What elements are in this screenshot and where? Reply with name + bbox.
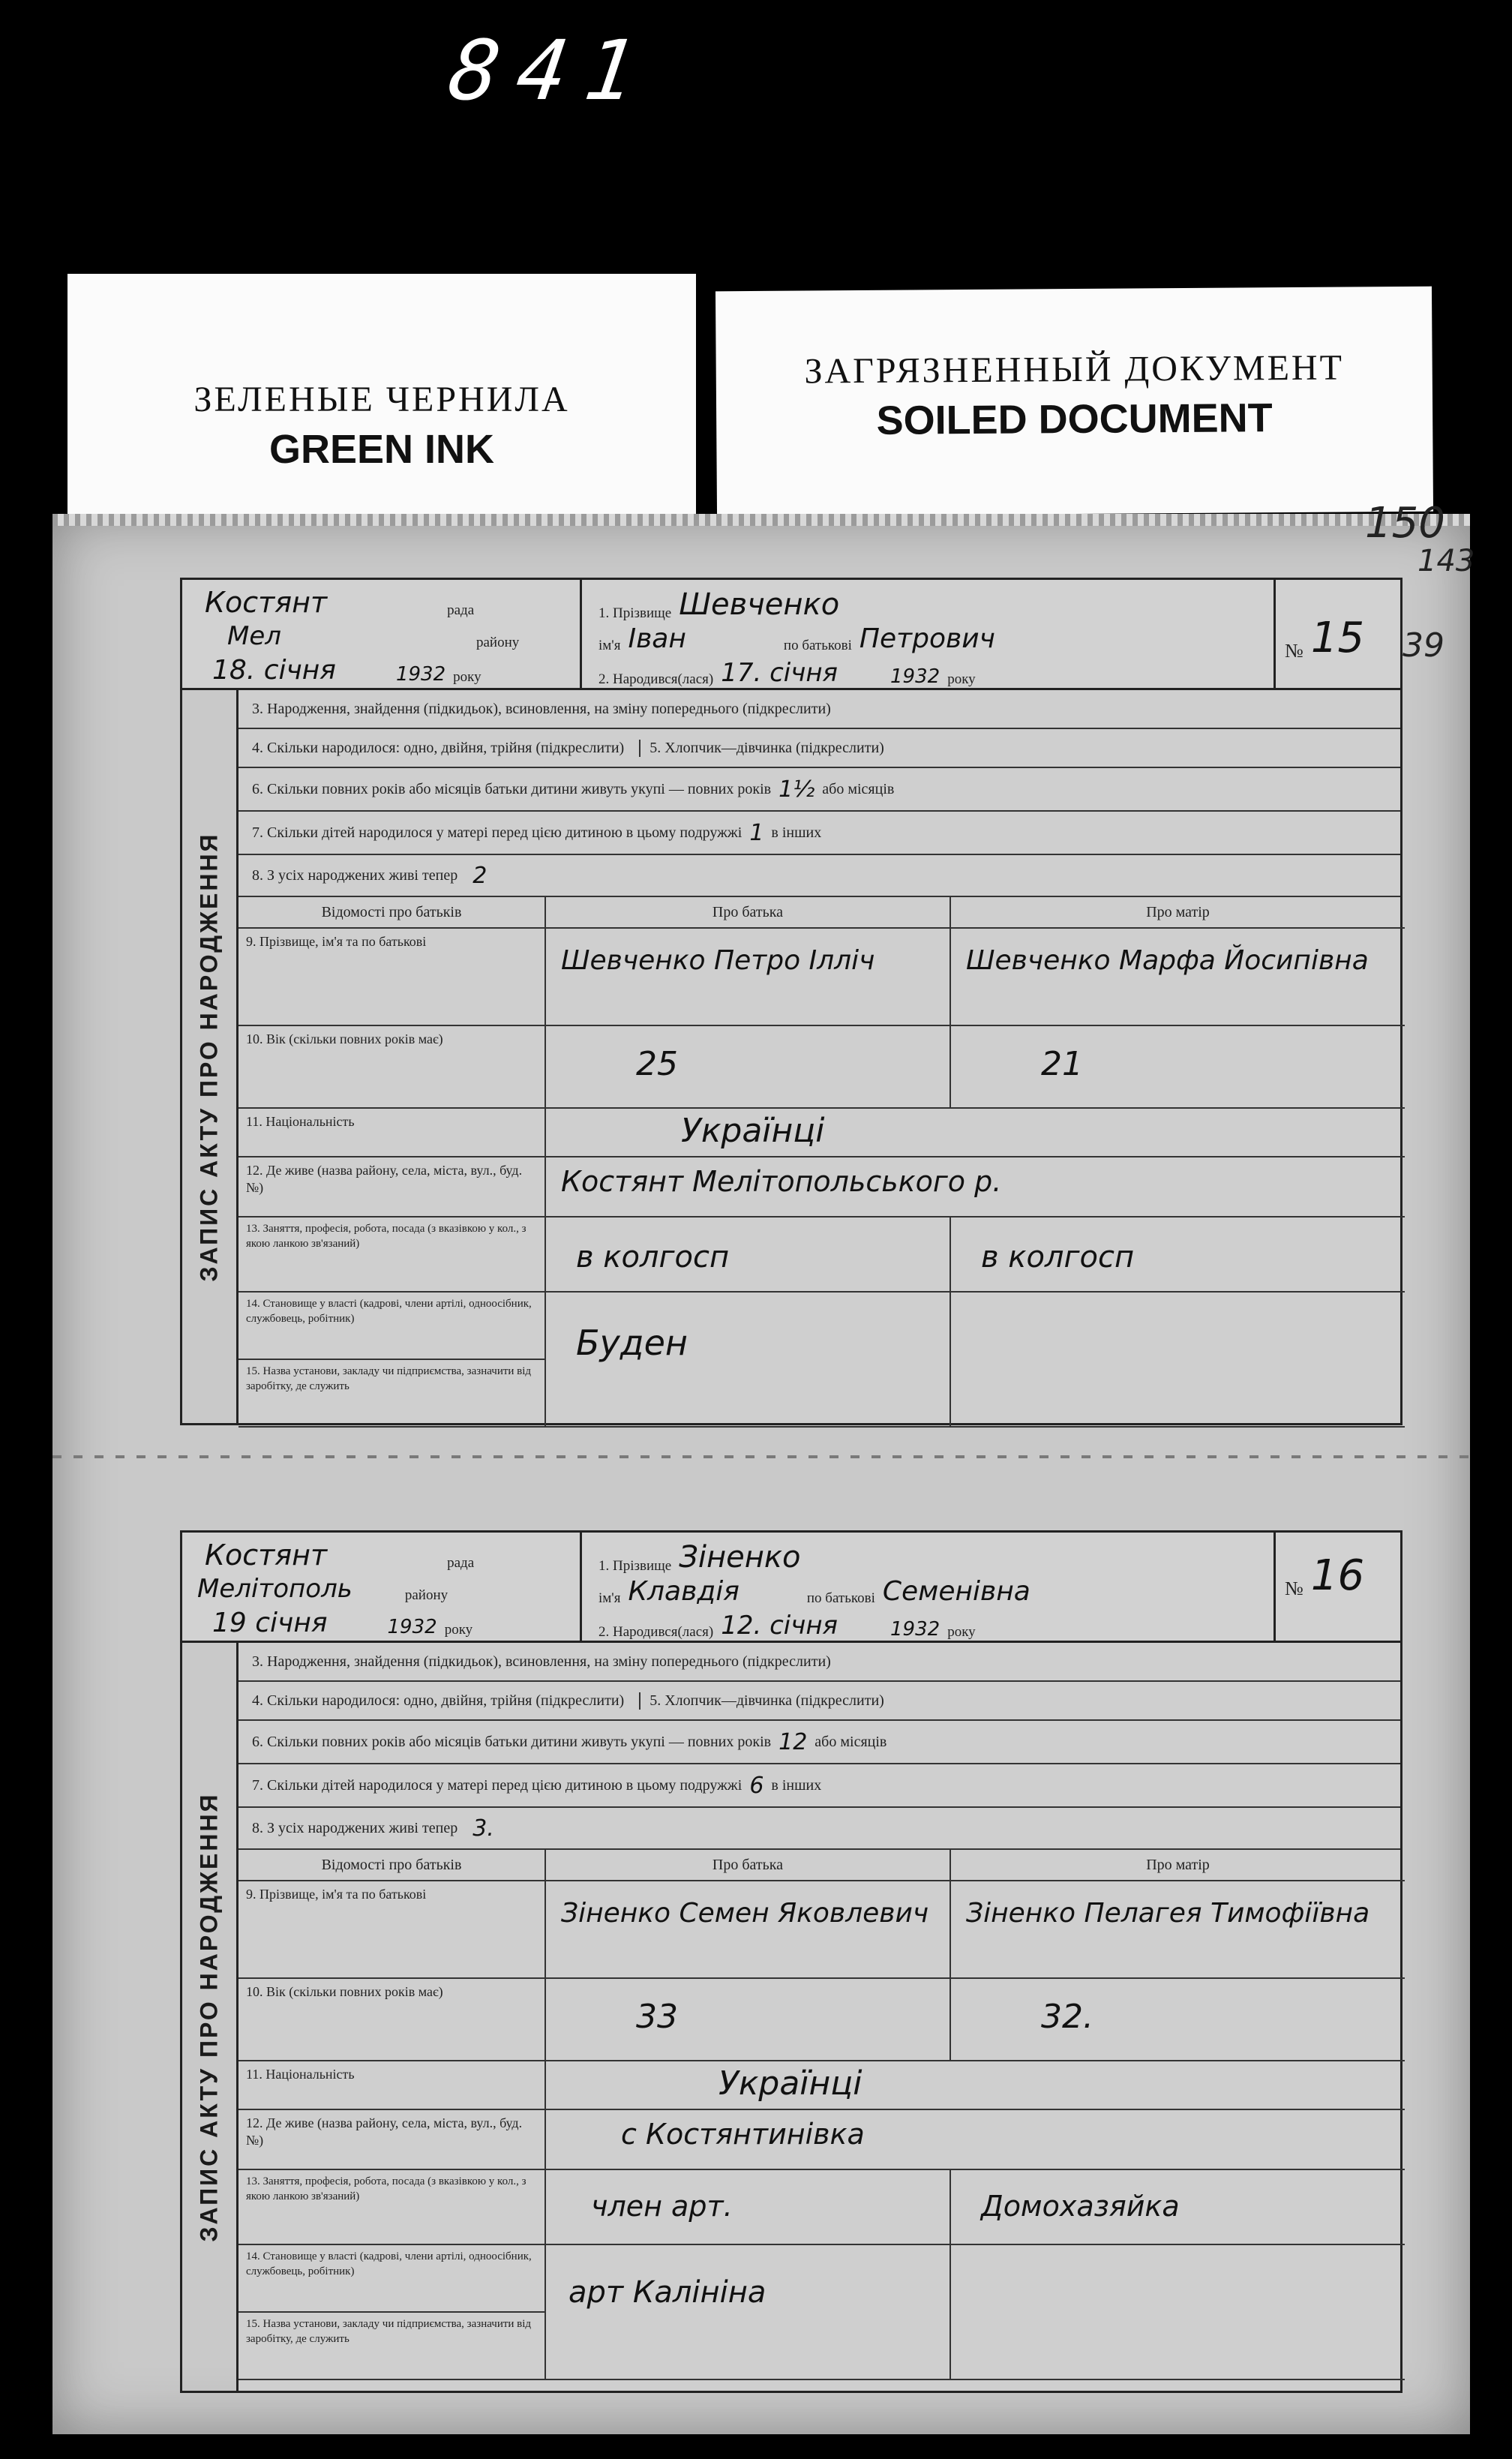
- born-label: 2. Народився(лася): [598, 1624, 714, 1640]
- margin-note-39: 39: [1402, 626, 1444, 665]
- col-info-header: [238, 1850, 546, 1881]
- col-father-text: Про батька: [712, 903, 784, 920]
- col-mother-text: Про матір: [1146, 1856, 1210, 1873]
- name-label: ім'я: [598, 1590, 621, 1606]
- green-ink-en: GREEN INK: [268, 427, 495, 472]
- patronymic-label: по батькові: [783, 638, 852, 653]
- r9-father: [546, 1881, 951, 1979]
- birth-year-value: 1932: [890, 665, 940, 688]
- q4-label: 4. Скільки народилося: одно, двійня, трійня (підкреслити): [252, 1692, 625, 1709]
- r10-label: 10. Вік (скільки повних років має): [238, 1026, 546, 1109]
- residence-value: с Костянтинівка: [621, 2118, 865, 2151]
- row-q8: [238, 855, 1400, 897]
- col-info-text: Відомості про батьків: [321, 903, 462, 920]
- father-age-value: 25: [636, 1045, 678, 1083]
- side-title-text: ЗАПИС АКТУ ПРО НАРОДЖЕННЯ: [195, 1791, 223, 2242]
- row-q4-q5: [238, 1682, 1400, 1721]
- margin-note-150: 150: [1365, 499, 1445, 548]
- q6-label: 6. Скільки повних років або місяців батьки дитини живуть укупі — повних років: [252, 1733, 772, 1750]
- col-father-header: [546, 897, 951, 929]
- reg-date-value: 18. січня: [212, 655, 336, 686]
- father-name-value: Шевченко Петро Ілліч: [561, 945, 875, 976]
- residence-value: Костянт Мелітопольського р.: [561, 1165, 1002, 1198]
- children-other-value: 1: [749, 819, 764, 846]
- r9-mother: [951, 929, 1405, 1026]
- record-body: [236, 690, 1402, 1425]
- q3-label: 3. Народження, знайдення (підкидьок), всиновлення, на зміну попереднього (підкреслити): [252, 700, 831, 717]
- registration-block: [182, 1533, 582, 1641]
- r14-mother: [951, 2245, 1405, 2380]
- col-mother-header: [951, 897, 1405, 929]
- r12-label: 12. Де живе (назва району, села, міста, вул., буд. №): [238, 2110, 546, 2170]
- born-label: 2. Народився(лася): [598, 671, 714, 687]
- side-title: [180, 1643, 236, 2393]
- q5-label: 5. Хлопчик—дівчинка (підкреслити): [639, 1692, 884, 1710]
- r9-mother: [951, 1881, 1405, 1979]
- raion-value: Мелітополь: [197, 1574, 352, 1604]
- occupation-father-value: член арт.: [591, 2190, 733, 2223]
- r13-mother: [951, 1217, 1405, 1293]
- col-father-header: [546, 1850, 951, 1881]
- q4-label: 4. Скільки народилося: одно, двійня, трійня (підкреслити): [252, 739, 625, 756]
- r13-label: 13. Заняття, професія, робота, посада (з вказівкою у кол., з якою ланкою зв'язаний): [238, 2170, 546, 2245]
- patronymic-label: по батькові: [806, 1590, 875, 1606]
- q6-label: 6. Скільки повних років або місяців батьки дитини живуть укупі — повних років: [252, 780, 772, 797]
- r14-father: [546, 1293, 951, 1428]
- soiled-document-tag: [716, 287, 1433, 517]
- q7-label: 7. Скільки дітей народилося у матері перед цією дитиною в цьому подружжі: [252, 824, 742, 841]
- rada-label: рада: [447, 602, 475, 618]
- q6b-label: або місяців: [814, 1733, 887, 1750]
- workplace-father-value: арт Калініна: [568, 2275, 766, 2310]
- alive-value: 2: [472, 862, 488, 889]
- r14-mother: [951, 1293, 1405, 1428]
- raion-value: Мел: [227, 621, 281, 651]
- surname-label: 1. Прізвище: [598, 605, 672, 621]
- nationality-value: Українці: [718, 2064, 862, 2103]
- name-value: Іван: [628, 623, 686, 654]
- child-name-block: [580, 1533, 1276, 1641]
- patronymic-value: Семенівна: [882, 1576, 1030, 1607]
- roku-label: року: [453, 669, 482, 685]
- children-other-value: 6: [749, 1772, 764, 1799]
- r14-label: 14. Становище у власті (кадрові, члени артілі, одноосібник, службовець, робітник): [238, 1293, 546, 1360]
- row-q3: [238, 1643, 1400, 1682]
- q3-label: 3. Народження, знайдення (підкидьок), всиновлення, на зміну попереднього (підкреслити): [252, 1653, 831, 1670]
- q7b-label: в інших: [771, 1776, 822, 1794]
- birth-year-value: 1932: [890, 1618, 940, 1641]
- r15-label: 15. Назва установи, закладу чи підприємства, зазначити від заробітку, де служить: [238, 2313, 546, 2380]
- raion-label: району: [404, 1587, 448, 1603]
- frame-number: 841: [443, 23, 660, 119]
- workplace-father-value: Буден: [576, 1323, 688, 1363]
- row-q8: [238, 1808, 1400, 1850]
- reg-year-value: 1932: [395, 663, 446, 686]
- side-title-text: ЗАПИС АКТУ ПРО НАРОДЖЕННЯ: [195, 831, 223, 1282]
- roku-short-label: року: [947, 671, 976, 687]
- name-value: Клавдія: [628, 1576, 740, 1607]
- record-body: [236, 1643, 1402, 2393]
- reg-date-value: 19 січня: [212, 1608, 328, 1638]
- document-sheet: [52, 499, 1475, 2434]
- birth-record-1: [180, 578, 1402, 1425]
- mother-age-value: 21: [1041, 1045, 1083, 1083]
- r10-father: [546, 1979, 951, 2061]
- r13-father: [546, 1217, 951, 1293]
- margin-note-143: 143: [1418, 544, 1475, 578]
- roku-short-label: року: [947, 1624, 976, 1640]
- mother-name-value: Зіненко Пелагея Тимофіївна: [966, 1898, 1370, 1929]
- name-label: ім'я: [598, 638, 621, 653]
- r11-label: 11. Національність: [238, 2061, 546, 2110]
- r10-label: 10. Вік (скільки повних років має): [238, 1979, 546, 2061]
- r10-mother: [951, 1026, 1405, 1109]
- patronymic-value: Петрович: [859, 623, 995, 654]
- q8-label: 8. З усіх народжених живі тепер: [252, 866, 458, 884]
- record-number-block: [1274, 1533, 1400, 1641]
- mother-age-value: 32.: [1041, 1998, 1094, 2036]
- q5-label: 5. Хлопчик—дівчинка (підкреслити): [639, 740, 884, 757]
- record-number: 16: [1310, 1551, 1365, 1600]
- surname-value: Зіненко: [679, 1540, 801, 1575]
- row-q6: [238, 1721, 1400, 1764]
- row-q3: [238, 690, 1400, 729]
- r12-value-cell: [546, 1157, 1405, 1217]
- r13-label: 13. Заняття, професія, робота, посада (з вказівкою у кол., з якою ланкою зв'язаний): [238, 1217, 546, 1293]
- col-mother-text: Про матір: [1146, 903, 1210, 920]
- r11-value-cell: [546, 1109, 1405, 1157]
- nationality-value: Українці: [681, 1112, 825, 1150]
- rada-value: Костянт: [205, 586, 328, 619]
- surname-label: 1. Прізвище: [598, 1558, 672, 1574]
- years-together-value: 12: [778, 1728, 808, 1755]
- mother-name-value: Шевченко Марфа Йосипівна: [966, 945, 1369, 976]
- occupation-mother-value: в колгосп: [981, 1240, 1135, 1275]
- soiled-ru: ЗАГРЯЗНЕННЫЙ ДОКУМЕНТ: [804, 347, 1345, 392]
- green-ink-ru: ЗЕЛЕНЫЕ ЧЕРНИЛА: [194, 380, 570, 419]
- r13-father: [546, 2170, 951, 2245]
- registration-block: [182, 580, 582, 688]
- r13-mother: [951, 2170, 1405, 2245]
- side-title: [180, 690, 236, 1425]
- col-info-header: [238, 897, 546, 929]
- record-number: 15: [1310, 614, 1365, 662]
- years-together-value: 1½: [778, 776, 815, 803]
- rada-value: Костянт: [205, 1539, 328, 1572]
- soiled-en: SOILED DOCUMENT: [876, 395, 1273, 443]
- q8-label: 8. З усіх народжених живі тепер: [252, 1819, 458, 1836]
- surname-value: Шевченко: [679, 587, 840, 622]
- raion-label: району: [476, 635, 520, 650]
- record-header: [180, 578, 1402, 690]
- r14-label: 14. Становище у власті (кадрові, члени артілі, одноосібник, службовець, робітник): [238, 2245, 546, 2313]
- rada-label: рада: [447, 1555, 475, 1571]
- birth-day-value: 12. січня: [721, 1611, 838, 1641]
- occupation-father-value: в колгосп: [576, 1240, 730, 1275]
- row-q7: [238, 812, 1400, 855]
- number-label: №: [1285, 640, 1304, 662]
- fold-line: [52, 1455, 1470, 1458]
- birth-record-2: [180, 1530, 1402, 2393]
- number-label: №: [1285, 1578, 1304, 1599]
- col-father-text: Про батька: [712, 1856, 784, 1873]
- col-mother-header: [951, 1850, 1405, 1881]
- r10-mother: [951, 1979, 1405, 2061]
- row-q6: [238, 768, 1400, 812]
- green-ink-tag: [68, 274, 696, 529]
- r12-value-cell: [546, 2110, 1405, 2170]
- q6b-label: або місяців: [822, 780, 895, 797]
- r9-father: [546, 929, 951, 1026]
- father-name-value: Зіненко Семен Яковлевич: [561, 1898, 929, 1929]
- r10-father: [546, 1026, 951, 1109]
- row-q4-q5: [238, 729, 1400, 768]
- roku-label: року: [444, 1622, 473, 1638]
- r11-value-cell: [546, 2061, 1405, 2110]
- r12-label: 12. Де живе (назва району, села, міста, вул., буд. №): [238, 1157, 546, 1217]
- alive-value: 3.: [472, 1815, 494, 1842]
- r15-label: 15. Назва установи, закладу чи підприємства, зазначити від заробітку, де служить: [238, 1360, 546, 1428]
- occupation-mother-value: Домохазяйка: [981, 2190, 1180, 2223]
- r9-label: 9. Прізвище, ім'я та по батькові: [238, 1881, 546, 1979]
- q7b-label: в інших: [771, 824, 822, 841]
- reg-year-value: 1932: [387, 1616, 437, 1638]
- record-number-block: [1274, 580, 1400, 688]
- r9-label: 9. Прізвище, ім'я та по батькові: [238, 929, 546, 1026]
- q7-label: 7. Скільки дітей народилося у матері перед цією дитиною в цьому подружжі: [252, 1776, 742, 1794]
- father-age-value: 33: [636, 1998, 678, 2036]
- child-name-block: [580, 580, 1276, 688]
- col-info-text: Відомості про батьків: [321, 1856, 462, 1873]
- r11-label: 11. Національність: [238, 1109, 546, 1157]
- record-header: [180, 1530, 1402, 1643]
- row-q7: [238, 1764, 1400, 1808]
- r14-father: [546, 2245, 951, 2380]
- birth-day-value: 17. січня: [721, 658, 838, 688]
- sheet-edge: [52, 514, 1470, 526]
